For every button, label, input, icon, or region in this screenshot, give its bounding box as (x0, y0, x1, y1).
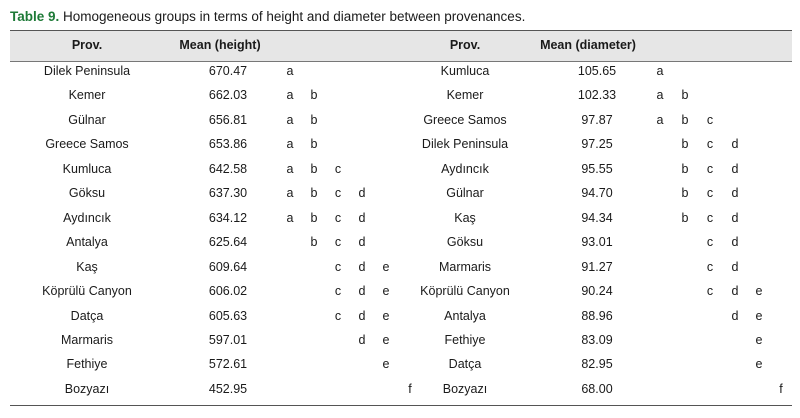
header-prov-height: Prov. (71, 38, 103, 52)
header-prov-diameter: Prov. (449, 38, 481, 52)
height-group-letter: e (382, 357, 390, 372)
diameter-group-letter: e (755, 284, 763, 299)
diameter-group-letter: e (755, 332, 763, 347)
table-row (10, 309, 792, 333)
height-prov-cell: Datça (70, 308, 104, 323)
table-label: Table 9. (10, 9, 60, 24)
table-row (10, 284, 792, 308)
diameter-group-letter: d (731, 161, 739, 176)
height-mean-cell: 653.86 (208, 137, 248, 152)
diameter-group-letter: d (731, 259, 739, 274)
height-prov-cell: Fethiye (66, 357, 108, 372)
height-group-letter: e (382, 259, 390, 274)
height-mean-cell: 452.95 (208, 381, 248, 396)
height-prov-cell: Köprülü Canyon (42, 284, 132, 299)
height-group-letter: d (358, 308, 366, 323)
table-row (10, 162, 792, 186)
diameter-mean-cell: 97.25 (581, 137, 613, 152)
table-row (10, 382, 792, 406)
diameter-mean-cell: 95.55 (581, 161, 613, 176)
height-group-letter: f (408, 381, 412, 396)
diameter-mean-cell: 94.70 (581, 186, 613, 201)
height-group-letter: c (334, 259, 342, 274)
header-mean-height: Mean (height) (179, 38, 261, 52)
diameter-group-letter: e (755, 357, 763, 372)
homogeneous-groups-table (10, 30, 792, 406)
height-mean-cell: 662.03 (208, 88, 248, 103)
height-group-letter: a (286, 64, 294, 78)
table-caption (10, 8, 525, 26)
height-prov-cell: Bozyazı (64, 381, 110, 396)
height-prov-cell: Antalya (66, 235, 108, 250)
height-group-letter: e (382, 284, 390, 299)
diameter-group-letter: c (706, 235, 714, 250)
diameter-group-letter: b (681, 88, 689, 103)
table-row (10, 88, 792, 112)
diameter-group-letter: b (681, 137, 689, 152)
diameter-group-letter: c (706, 186, 714, 201)
table-row (10, 137, 792, 161)
height-prov-cell: Kemer (68, 88, 106, 103)
height-group-letter: c (334, 308, 342, 323)
table-row (10, 211, 792, 235)
height-group-letter: d (358, 186, 366, 201)
diameter-mean-cell: 97.87 (581, 112, 613, 127)
diameter-group-letter: a (656, 88, 664, 103)
diameter-group-letter: c (706, 137, 714, 152)
height-group-letter: c (334, 186, 342, 201)
diameter-prov-cell: Bozyazı (442, 381, 488, 396)
height-group-letter: b (310, 88, 318, 103)
diameter-group-letter: a (656, 112, 664, 127)
diameter-prov-cell: Aydıncık (441, 161, 489, 176)
header-mean-diameter: Mean (diameter) (540, 38, 636, 52)
height-group-letter: a (286, 112, 294, 127)
diameter-group-letter: d (731, 235, 739, 250)
height-group-letter: d (358, 332, 366, 347)
height-mean-cell: 605.63 (208, 308, 248, 323)
height-group-letter: a (286, 210, 294, 225)
height-group-letter: d (358, 235, 366, 250)
table-row (10, 186, 792, 210)
height-group-letter: b (310, 186, 318, 201)
diameter-mean-cell: 88.96 (581, 308, 613, 323)
height-mean-cell: 609.64 (208, 259, 248, 274)
table-row (10, 357, 792, 381)
height-group-letter: e (382, 332, 390, 347)
height-group-letter: c (334, 161, 342, 176)
height-group-letter: d (358, 259, 366, 274)
diameter-mean-cell: 68.00 (581, 381, 613, 396)
diameter-mean-cell: 94.34 (581, 210, 613, 225)
diameter-mean-cell: 102.33 (577, 88, 617, 103)
height-mean-cell: 642.58 (208, 161, 248, 176)
height-group-letter: b (310, 161, 318, 176)
diameter-prov-cell: Kemer (446, 88, 484, 103)
diameter-prov-cell: Greece Samos (423, 112, 507, 127)
height-group-letter: b (310, 137, 318, 152)
diameter-group-letter: d (731, 186, 739, 201)
table-row (10, 260, 792, 284)
diameter-prov-cell: Kumluca (440, 64, 490, 78)
table-row (10, 113, 792, 137)
height-mean-cell: 634.12 (208, 210, 248, 225)
diameter-prov-cell: Göksu (446, 235, 484, 250)
diameter-prov-cell: Antalya (444, 308, 486, 323)
height-mean-cell: 656.81 (208, 112, 248, 127)
height-group-letter: d (358, 210, 366, 225)
diameter-prov-cell: Datça (448, 357, 482, 372)
height-mean-cell: 597.01 (208, 332, 248, 347)
height-prov-cell: Marmaris (60, 332, 114, 347)
diameter-prov-cell: Dilek Peninsula (421, 137, 509, 152)
table-row (10, 64, 792, 88)
height-mean-cell: 572.61 (208, 357, 248, 372)
diameter-group-letter: d (731, 210, 739, 225)
diameter-mean-cell: 105.65 (577, 64, 617, 78)
diameter-group-letter: c (706, 284, 714, 299)
diameter-group-letter: a (656, 64, 664, 78)
height-prov-cell: Greece Samos (45, 137, 129, 152)
height-group-letter: b (310, 210, 318, 225)
height-group-letter: a (286, 137, 294, 152)
diameter-prov-cell: Gülnar (446, 186, 484, 201)
height-group-letter: c (334, 235, 342, 250)
diameter-prov-cell: Marmaris (438, 259, 492, 274)
height-mean-cell: 637.30 (208, 186, 248, 201)
height-group-letter: c (334, 284, 342, 299)
diameter-prov-cell: Fethiye (444, 332, 486, 347)
height-prov-cell: Dilek Peninsula (43, 64, 131, 78)
diameter-mean-cell: 93.01 (581, 235, 613, 250)
table-row (10, 333, 792, 357)
table-row (10, 235, 792, 259)
height-group-letter: a (286, 161, 294, 176)
diameter-group-letter: c (706, 112, 714, 127)
diameter-group-letter: b (681, 112, 689, 127)
diameter-group-letter: f (779, 381, 783, 396)
height-group-letter: a (286, 88, 294, 103)
height-prov-cell: Kumluca (62, 161, 112, 176)
diameter-mean-cell: 90.24 (581, 284, 613, 299)
diameter-mean-cell: 83.09 (581, 332, 613, 347)
height-group-letter: e (382, 308, 390, 323)
height-prov-cell: Kaş (76, 259, 98, 274)
diameter-group-letter: b (681, 210, 689, 225)
diameter-group-letter: c (706, 161, 714, 176)
height-prov-cell: Gülnar (68, 112, 106, 127)
height-group-letter: b (310, 112, 318, 127)
diameter-mean-cell: 91.27 (581, 259, 613, 274)
height-prov-cell: Aydıncık (63, 210, 111, 225)
diameter-group-letter: d (731, 284, 739, 299)
diameter-group-letter: c (706, 210, 714, 225)
diameter-prov-cell: Kaş (454, 210, 476, 225)
diameter-mean-cell: 82.95 (581, 357, 613, 372)
table-header (10, 31, 792, 62)
height-group-letter: b (310, 235, 318, 250)
diameter-group-letter: d (731, 137, 739, 152)
height-group-letter: c (334, 210, 342, 225)
height-mean-cell: 606.02 (208, 284, 248, 299)
height-prov-cell: Göksu (68, 186, 106, 201)
height-mean-cell: 670.47 (208, 64, 248, 78)
diameter-group-letter: e (755, 308, 763, 323)
caption-text: Homogeneous groups in terms of height and diameter between provenances. (59, 9, 526, 24)
height-group-letter: a (286, 186, 294, 201)
diameter-group-letter: b (681, 161, 689, 176)
diameter-group-letter: b (681, 186, 689, 201)
height-group-letter: d (358, 284, 366, 299)
diameter-prov-cell: Köprülü Canyon (420, 284, 510, 299)
diameter-group-letter: c (706, 259, 714, 274)
height-mean-cell: 625.64 (208, 235, 248, 250)
diameter-group-letter: d (731, 308, 739, 323)
